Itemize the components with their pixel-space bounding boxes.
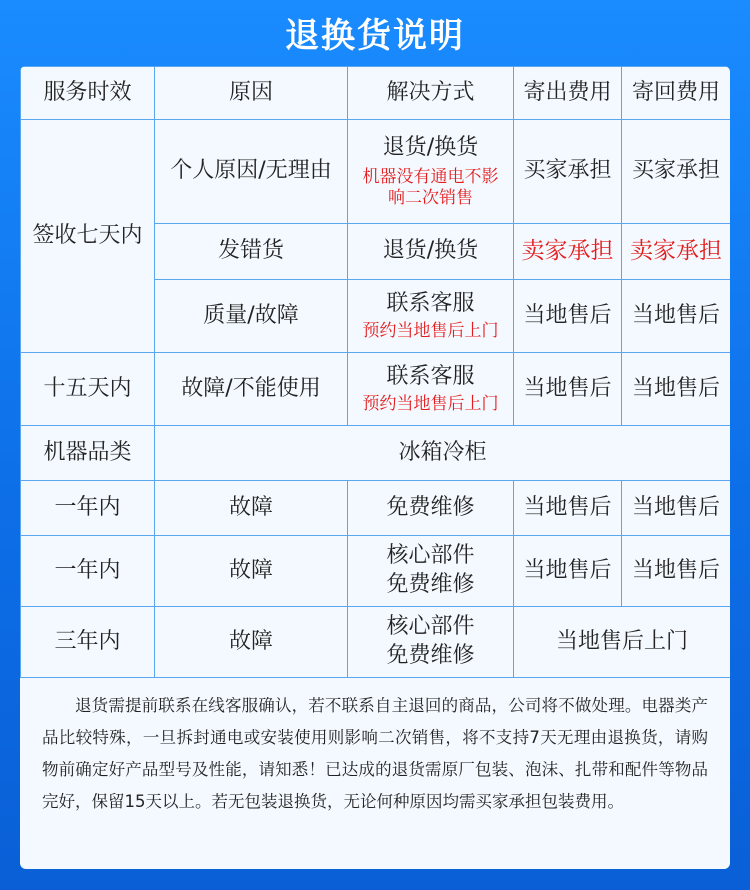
- solution-line: 核心部件: [386, 543, 475, 569]
- send-fee-cell: 卖家承担: [514, 224, 622, 280]
- header-row: [21, 67, 731, 120]
- table-row: [21, 481, 731, 536]
- return-fee-cell: 当地售后: [622, 536, 731, 607]
- solution-cell: [348, 120, 514, 224]
- reason-cell: 故障: [155, 607, 348, 678]
- notes-text: 退货需提前联系在线客服确认，若不联系自主退回的商品，公司将不做处理。电器类产品比较特殊，一旦拆封通电或安装使用则影响二次销售，将不支持7天无理由退换货，请购物前确定好产品型号及性能，请知悉！已达成的退货需原厂包装、泡沫、扎带和配件等物品完好，保留15天以上。若无包装退换货，无论何种原因均需买家承担包装费用。: [42, 696, 708, 811]
- period-cell: 三年内: [21, 607, 155, 678]
- header-cell: 服务时效: [21, 67, 155, 120]
- policy-table: [20, 66, 730, 678]
- reason-cell: 个人原因/无理由: [155, 120, 348, 224]
- solution-cell: [348, 280, 514, 353]
- page-title: 退换货说明: [285, 16, 465, 56]
- header-cell: 寄出费用: [514, 67, 622, 120]
- reason-cell: 故障: [155, 536, 348, 607]
- send-fee-cell: 当地售后: [514, 280, 622, 353]
- period-cell: 十五天内: [21, 353, 155, 426]
- reason-cell: 质量/故障: [155, 280, 348, 353]
- solution-cell: [348, 353, 514, 426]
- category-label-cell: 机器品类: [21, 426, 155, 481]
- title-bar: [0, 0, 750, 72]
- solution-cell: 免费维修: [348, 481, 514, 536]
- send-fee-cell: 当地售后: [514, 353, 622, 426]
- return-fee-cell: 买家承担: [622, 120, 731, 224]
- table-row: [21, 120, 731, 224]
- solution-cell: 退货/换货: [348, 224, 514, 280]
- reason-cell: 故障: [155, 481, 348, 536]
- reason-cell: 发错货: [155, 224, 348, 280]
- category-value-cell: 冰箱冷柜: [155, 426, 731, 481]
- solution-text: 退货/换货: [382, 134, 479, 160]
- header-cell: 原因: [155, 67, 348, 120]
- solution-text: 联系客服: [386, 363, 475, 389]
- fee-cell: 当地售后上门: [514, 607, 731, 678]
- solution-line: 核心部件: [386, 614, 475, 640]
- return-fee-cell: 当地售后: [622, 353, 731, 426]
- period-cell: 签收七天内: [21, 120, 155, 353]
- solution-note: 预约当地售后上门: [362, 394, 499, 415]
- solution-cell: [348, 607, 514, 678]
- table-row: [21, 536, 731, 607]
- solution-note: 机器没有通电不影响二次销售: [362, 166, 499, 208]
- solution-note: 预约当地售后上门: [362, 321, 499, 342]
- reason-cell: 故障/不能使用: [155, 353, 348, 426]
- return-fee-cell: 卖家承担: [622, 224, 731, 280]
- period-cell: 一年内: [21, 481, 155, 536]
- solution-text: 联系客服: [386, 290, 475, 316]
- send-fee-cell: 当地售后: [514, 481, 622, 536]
- table-row: [21, 353, 731, 426]
- return-fee-cell: 当地售后: [622, 481, 731, 536]
- period-cell: 一年内: [21, 536, 155, 607]
- policy-panel: [20, 66, 730, 869]
- header-cell: 寄回费用: [622, 67, 731, 120]
- table-row: [21, 426, 731, 481]
- send-fee-cell: 买家承担: [514, 120, 622, 224]
- send-fee-cell: 当地售后: [514, 536, 622, 607]
- table-row: [21, 607, 731, 678]
- header-cell: 解决方式: [348, 67, 514, 120]
- solution-cell: [348, 536, 514, 607]
- solution-line: 免费维修: [386, 643, 475, 668]
- return-fee-cell: 当地售后: [622, 280, 731, 353]
- solution-line: 免费维修: [386, 572, 475, 597]
